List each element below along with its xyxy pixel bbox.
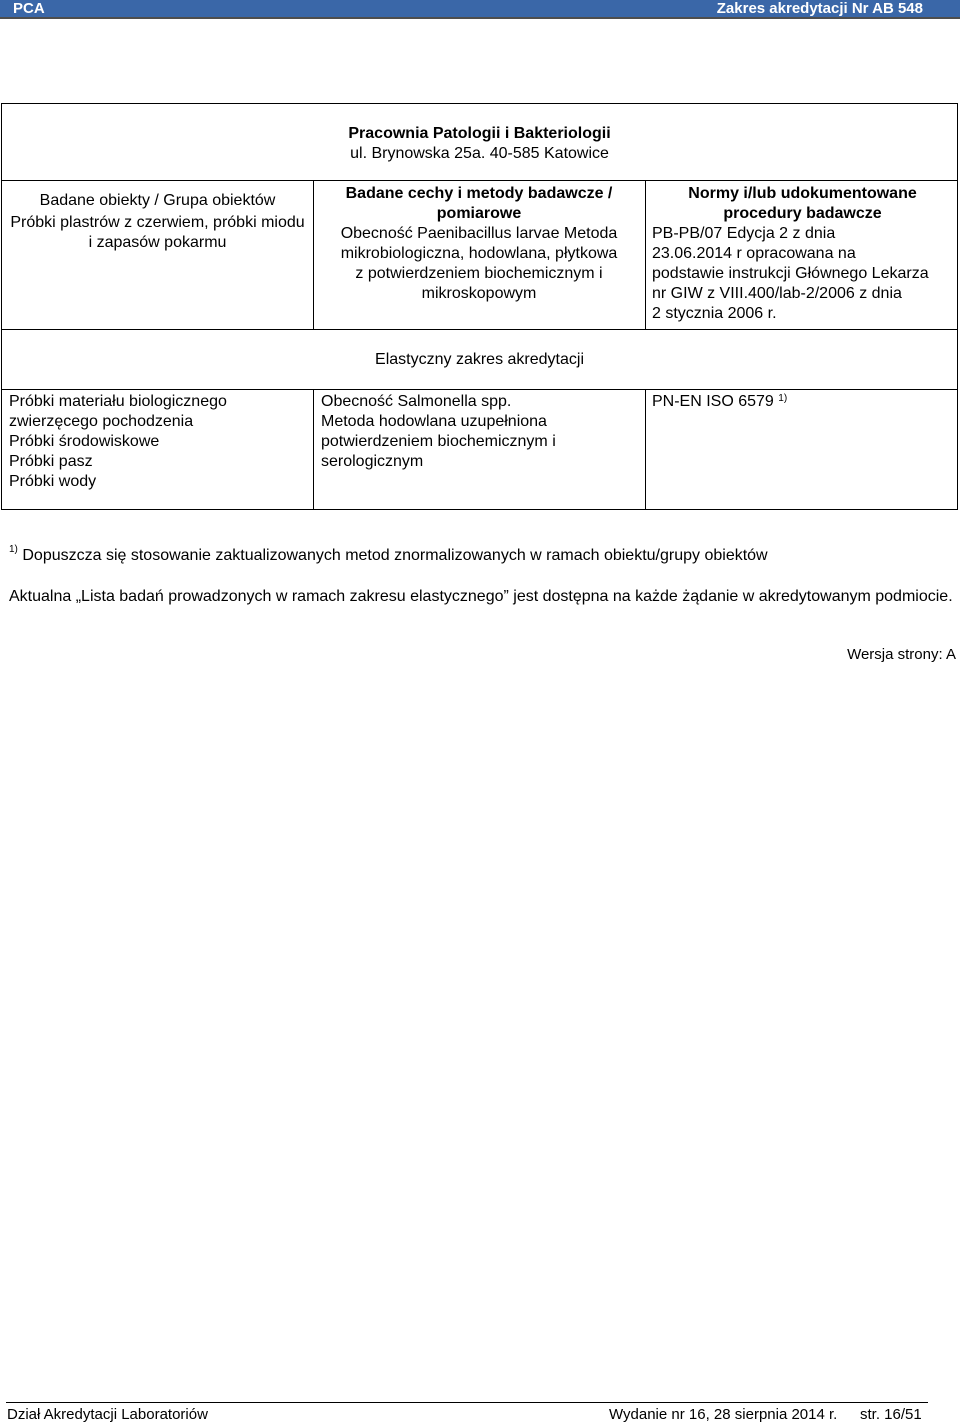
- feature-text: Obecność Paenibacillus larvae Metoda mikrobiologiczna, hodowlana, płytkowa z potwierdzeniem biochemicznym i mikroskopowym: [340, 225, 618, 302]
- list-availability-note: Aktualna „Lista badań prowadzonych w ramach zakresu elastycznego” jest dostępna na każde żądanie w akredytowanym podmiocie.: [9, 588, 953, 605]
- footer-department: Dział Akredytacji Laboratoriów: [7, 1406, 208, 1423]
- column-header-features: [321, 184, 637, 224]
- norm-line: 2 stycznia 2006 r.: [652, 305, 777, 322]
- norm-line: nr GIW z VIII.400/lab-2/2006 z dnia: [652, 285, 902, 302]
- norm-line: podstawie instrukcji Głównego Lekarza: [652, 265, 929, 282]
- object-item: Próbki środowiskowe: [9, 433, 160, 450]
- table-row: [2, 181, 958, 330]
- features-cell: [314, 181, 646, 330]
- lab-name: Pracownia Patologii i Bakteriologii: [348, 125, 611, 142]
- norm-footnote-mark: 1): [778, 393, 788, 404]
- table-row: [2, 390, 958, 510]
- column-header-objects: Badane obiekty / Grupa obiektów: [39, 192, 276, 209]
- feature-title: Obecność Salmonella spp.: [321, 393, 512, 410]
- norm-standard: PN-EN ISO 6579: [652, 393, 774, 410]
- norms-cell: [646, 181, 958, 330]
- footer-edition: Wydanie nr 16, 28 sierpnia 2014 r.: [609, 1406, 838, 1423]
- lab-row: [2, 104, 958, 181]
- object-text: Próbki plastrów z czerwiem, próbki miodu i zapasów pokarmu: [10, 214, 305, 251]
- object-item: Próbki pasz: [9, 453, 93, 470]
- norm-line: PB-PB/07 Edycja 2 z dnia: [652, 225, 836, 242]
- document-header-bar: [0, 0, 960, 17]
- column-header-norms: [652, 184, 953, 224]
- feature-method: Metoda hodowlana uzupełniona potwierdzeniem biochemicznym i serologicznym: [321, 413, 556, 470]
- objects-cell: [2, 390, 314, 510]
- object-item: Próbki wody: [9, 473, 97, 490]
- object-item: Próbki materiału biologicznego zwierzęcego pochodzenia: [9, 393, 227, 430]
- page-version: Wersja strony: A: [847, 646, 956, 663]
- lab-address: ul. Brynowska 25a. 40-585 Katowice: [350, 145, 609, 162]
- header-org: PCA: [13, 0, 45, 17]
- footnote-text: Dopuszcza się stosowanie zaktualizowanych metod znormalizowanych w ramach obiektu/grupy obiektów: [22, 547, 768, 564]
- norms-cell: [646, 390, 958, 510]
- flexible-title-row: [2, 330, 958, 390]
- norm-line: 23.06.2014 r opracowana na: [652, 245, 856, 262]
- objects-cell: [2, 181, 314, 330]
- footer-divider: [6, 1402, 928, 1403]
- footnote: [9, 544, 768, 565]
- accreditation-table: [1, 103, 958, 510]
- column-header-norms-l2: procedury badawcze: [723, 205, 882, 222]
- flexible-scope-title: Elastyczny zakres akredytacji: [2, 330, 958, 390]
- column-header-features-l2: pomiarowe: [436, 205, 522, 222]
- footnote-mark: 1): [9, 544, 18, 555]
- lab-cell: [2, 104, 958, 181]
- features-cell: [314, 390, 646, 510]
- header-title: Zakres akredytacji Nr AB 548: [716, 0, 923, 17]
- header-divider: [0, 17, 960, 19]
- footer-page-number: str. 16/51: [860, 1406, 922, 1423]
- column-header-features-l1: Badane cechy i metody badawcze /: [345, 185, 613, 202]
- column-header-norms-l1: Normy i/lub udokumentowane: [688, 185, 917, 202]
